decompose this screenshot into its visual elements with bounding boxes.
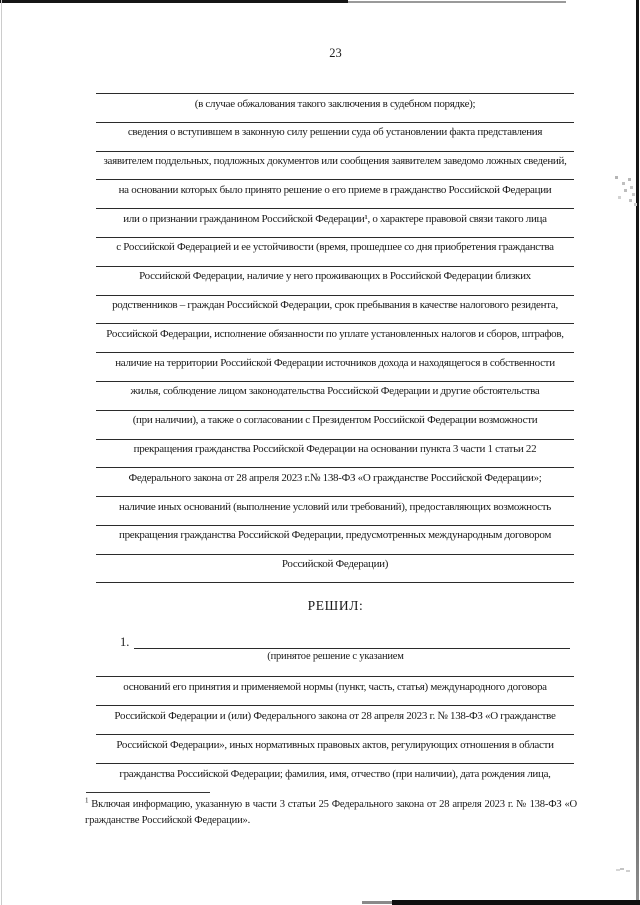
footnote-separator [86, 792, 210, 793]
decision-heading: РЕШИЛ: [307, 598, 364, 613]
scan-edge-bottom-grey [362, 901, 392, 904]
page-number: 23 [329, 46, 342, 60]
form-line-text: прекращения гражданства Российской Федерации на основании пункта 3 части 1 статьи 22 [133, 443, 537, 456]
scan-noise-speckle [615, 176, 618, 179]
form-line [96, 496, 574, 525]
form-line [96, 208, 574, 237]
form-line-text: Федерального закона от 28 апреля 2023 г.№ 138-ФЗ «О гражданстве Российской Федерации»; [128, 471, 542, 484]
footnote-text: Включая информацию, указанную в части 3 статьи 25 Федерального закона от 28 апреля 2023 г. № 138-ФЗ «О гражданстве Российской Федерации». [85, 799, 577, 826]
form-line [96, 266, 574, 295]
decision-line-text: гражданства Российской Федерации; фамилия, имя, отчество (при наличии), дата рождения лица, [119, 767, 551, 780]
form-line-text: прекращения гражданства Российской Федерации, предусмотренных международным договором [118, 529, 551, 542]
form-line [96, 93, 574, 122]
decision-line-text: оснований его принятия и применяемой нормы (пункт, часть, статья) международного договора [123, 680, 547, 693]
decision-line [96, 734, 574, 763]
form-line [96, 525, 574, 554]
form-line-text: или о признании гражданином Российской Федерации¹, о характере правовой связи такого лица [123, 212, 547, 225]
decision-caption: (принятое решение с указанием [267, 651, 404, 662]
form-line [96, 467, 574, 496]
blank-fill-line [134, 633, 570, 649]
scan-edge-right-line [636, 0, 639, 905]
form-line-text: заявителем поддельных, подложных документов или сообщения заявителем заведомо ложных сведений, [103, 155, 567, 168]
form-line-text: наличие иных оснований (выполнение условий или требований), предоставляющих возможность [118, 500, 551, 513]
form-line [96, 237, 574, 266]
form-line [96, 151, 574, 180]
form-line [96, 295, 574, 324]
form-line-text: сведения о вступившем в законную силу решении суда об установлении факта представления [127, 126, 543, 139]
form-line [96, 179, 574, 208]
form-lines-block [96, 93, 574, 583]
form-line [96, 410, 574, 439]
scan-edge-left-line [1, 0, 2, 905]
form-line [96, 554, 574, 583]
decision-line-text: Российской Федерации и (или) Федерального закона от 28 апреля 2023 г. № 138-ФЗ «О гражданстве [114, 709, 556, 722]
decision-line [96, 705, 574, 734]
form-line-text: Российской Федерации, исполнение обязанности по уплате установленных налогов и сборов, штрафов, [106, 327, 564, 340]
form-closing-rule [96, 582, 574, 583]
scan-edge-top-dark [0, 0, 348, 3]
form-line-text: (при наличии), а также о согласовании с Президентом Российской Федерации возможности [132, 414, 538, 427]
form-line-text: (в случае обжалования такого заключения в судебном порядке); [194, 97, 476, 110]
decision-lines-block [96, 676, 574, 792]
decision-item-1 [120, 633, 570, 649]
form-line [96, 381, 574, 410]
scan-edge-bottom-dark [392, 900, 640, 905]
decision-line [96, 763, 574, 792]
form-line-text: Российской Федерации, наличие у него проживающих в Российской Федерации близких [139, 270, 531, 283]
form-line-text: наличие на территории Российской Федерации источников дохода и находящегося в собственности [115, 356, 555, 369]
form-line [96, 352, 574, 381]
form-line-text: с Российской Федерацией и ее устойчивости (время, прошедшее со дня приобретения гражданства [116, 241, 554, 254]
form-line-text: Российской Федерации) [281, 558, 389, 571]
form-line [96, 122, 574, 151]
form-line-text: жилья, соблюдение лицом законодательства Российской Федерации и другие обстоятельства [130, 385, 540, 398]
footnote-marker: 1 [85, 796, 89, 805]
decision-item-number: 1. [120, 635, 130, 649]
form-line [96, 323, 574, 352]
scan-edge-top-grey [348, 1, 566, 3]
scan-noise-speckle-small [620, 868, 624, 870]
form-line [96, 439, 574, 468]
form-line-text: на основании которых было принято решение о его приеме в гражданство Российской Федерации [118, 183, 552, 196]
footnote [85, 797, 577, 828]
form-line-text: родственников – граждан Российской Федерации, срок пребывания в качестве налогового резидента, [112, 299, 558, 312]
decision-line [96, 676, 574, 705]
decision-line-text: Российской Федерации», иных нормативных правовых актов, регулирующих отношения в области [116, 738, 554, 751]
